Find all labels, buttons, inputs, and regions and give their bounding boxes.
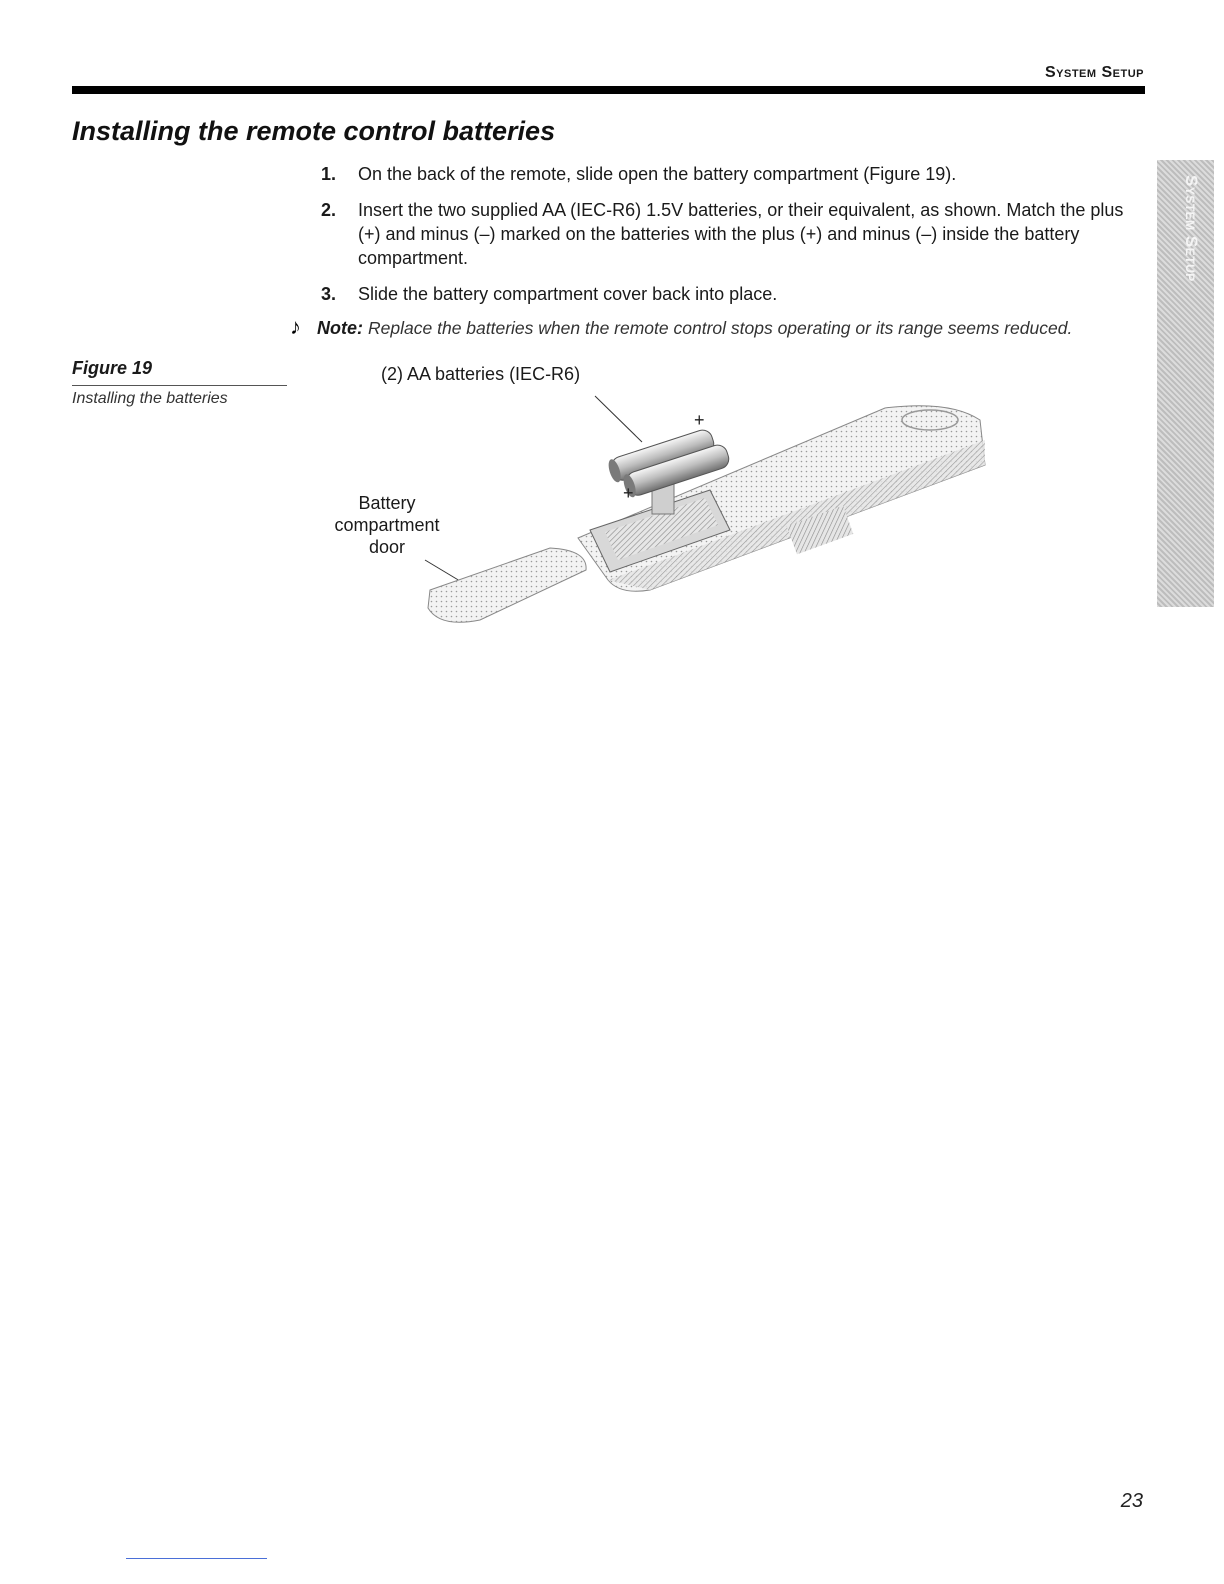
- note-label: Note:: [317, 318, 364, 338]
- step-2: [321, 198, 1141, 270]
- note-text: Replace the batteries when the remote control stops operating or its range seems reduced.: [368, 318, 1073, 338]
- step-text: On the back of the remote, slide open the battery compartment (Figure 19).: [358, 164, 957, 184]
- remote-battery-illustration: [290, 380, 1010, 640]
- step-number: 2.: [321, 200, 337, 220]
- side-tab-label: System Setup: [1182, 175, 1201, 282]
- battery-compartment-door: [428, 548, 586, 622]
- callout-line: door: [368, 537, 406, 557]
- callout-line: Battery: [358, 493, 416, 513]
- plus-marker: +: [623, 483, 634, 503]
- callout-leader-line: [595, 396, 642, 442]
- figure-label: Figure 19: [72, 358, 153, 378]
- figure-caption: Installing the batteries: [72, 390, 228, 407]
- page-title: Installing the remote control batteries: [72, 116, 556, 146]
- step-number: 3.: [321, 284, 337, 304]
- step-3: [321, 282, 1141, 306]
- remote-body: [578, 406, 985, 592]
- callout-line: compartment: [334, 515, 440, 535]
- step-text: Insert the two supplied AA (IEC-R6) 1.5V batteries, or their equivalent, as shown. Match the plus (+) and minus (–) marked on the batteries with the plus (+) and minus (–) inside the battery compartment.: [358, 200, 1124, 268]
- page-number: 23: [1120, 1490, 1143, 1512]
- music-note-icon: ♪: [290, 314, 301, 339]
- step-number: 1.: [321, 164, 337, 184]
- header-rule: [72, 86, 1145, 94]
- callout-batteries: (2) AA batteries (IEC-R6): [381, 364, 581, 384]
- plus-marker: +: [694, 410, 705, 430]
- section-header-label: System Setup: [1044, 64, 1144, 81]
- footer-rule: [126, 1558, 267, 1559]
- step-1: [321, 162, 1141, 186]
- instruction-steps: [321, 162, 1141, 318]
- figure-label-rule: [72, 385, 287, 386]
- step-text: Slide the battery compartment cover back into place.: [358, 284, 778, 304]
- note: [290, 316, 1150, 340]
